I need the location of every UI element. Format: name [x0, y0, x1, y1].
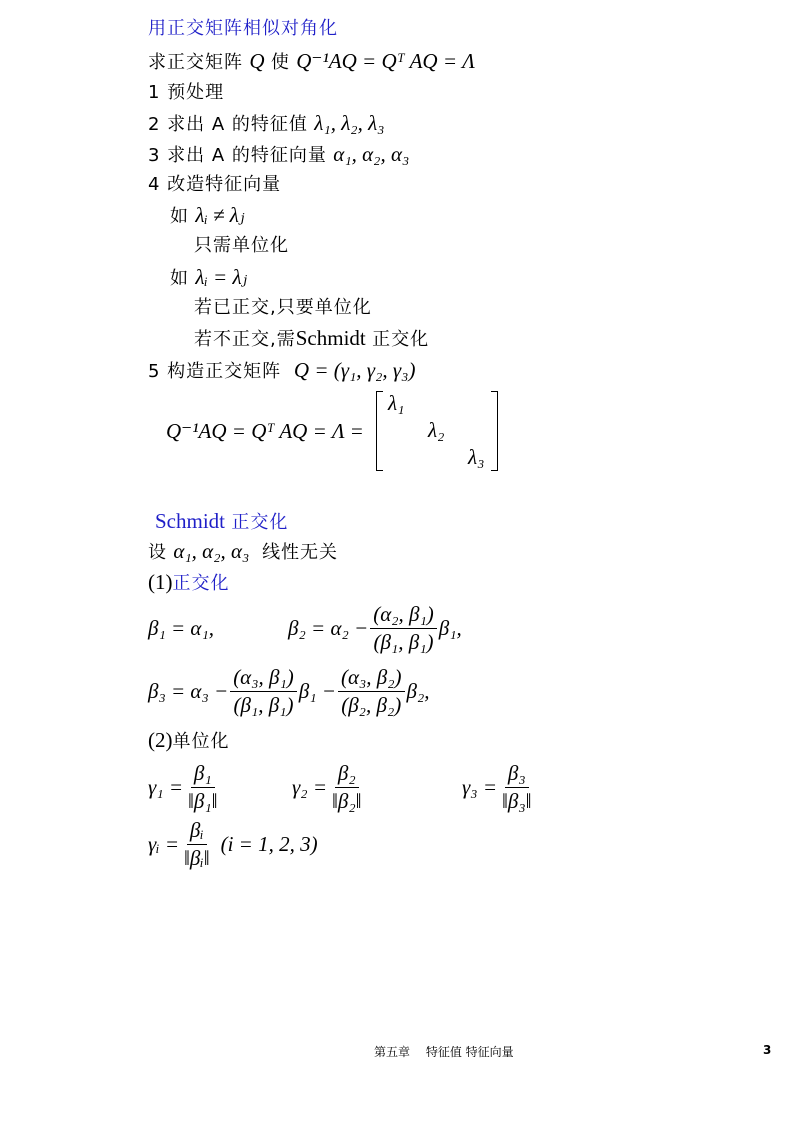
gamma-i-range: (i = 1, 2, 3) [220, 832, 318, 856]
part-2-label: 单位化 [172, 731, 230, 752]
goal-use: 使 [270, 52, 290, 73]
step-3-text: 3 求出 A 的特征向量 [148, 145, 327, 166]
goal-line [148, 48, 475, 76]
beta-3-fraction-1 [230, 665, 297, 718]
gamma-2-fraction [329, 761, 365, 814]
gamma-i-formula [148, 818, 318, 871]
beta-3-numerator-2: (α₃, β₂) [338, 665, 405, 692]
step-5-text: 5 构造正交矩阵 [148, 361, 282, 382]
case-2-do2c: 正交化 [372, 329, 430, 350]
step-3-eigenvectors: α₁, α₂, α₃ [333, 142, 410, 166]
case-1-if: 如 [170, 206, 189, 227]
gamma-1-fraction [185, 761, 221, 814]
beta-3-fraction-2 [338, 665, 405, 718]
beta-3-denominator-2: (β₂, β₂) [341, 693, 402, 717]
gamma-2-numerator: β₂ [335, 761, 359, 788]
gamma-3-numerator: β₃ [505, 761, 529, 788]
beta-3-denominator-1: (β₁, β₁) [233, 693, 294, 717]
step-5 [148, 357, 415, 385]
beta-2-fraction [370, 602, 437, 655]
goal-text: 求正交矩阵 [148, 52, 243, 73]
footer-page-number: 3 [763, 1043, 772, 1057]
step-4: 4 改造特征向量 [148, 174, 282, 195]
beta-3-numerator-1: (α₃, β₁) [230, 665, 297, 692]
gamma-1-numerator: β₁ [191, 761, 215, 788]
case-2-if: 如 [170, 268, 189, 289]
assumption-line [148, 538, 338, 566]
step-2-eigenvalues: λ₁, λ₂, λ₃ [314, 111, 385, 135]
assume-prefix: 设 [148, 542, 167, 563]
beta-2-denominator: (β₁, β₁) [373, 630, 434, 654]
schmidt-title-word: Schmidt [155, 509, 226, 533]
gamma-2-lhs: γ₂ = [292, 775, 327, 799]
matrix-left-bracket [376, 391, 383, 471]
case-2-schmidt-word: Schmidt [295, 326, 366, 350]
beta-3-tail: β₂, [406, 679, 430, 703]
case-2-do2a: 若不正交,需 [194, 329, 296, 350]
part-2-heading [148, 727, 230, 755]
beta-2-tail: β₁, [438, 616, 462, 640]
step-1: 1 预处理 [148, 82, 225, 103]
beta-3-mid: β₁ − [298, 679, 336, 703]
part-1-heading [148, 569, 230, 597]
schmidt-title-cjk: 正交化 [231, 512, 289, 533]
assume-vectors: α₁, α₂, α₃ [173, 539, 250, 563]
gamma-1-denominator: ‖β₁‖ [188, 789, 218, 813]
matrix-right-bracket [491, 391, 498, 471]
step-2 [148, 110, 385, 138]
diagonal-matrix [376, 391, 498, 471]
diag-entry-3: λ₃ [468, 445, 485, 469]
gamma-3-denominator: ‖β₃‖ [502, 789, 532, 813]
case-1-condition [170, 202, 244, 230]
beta-2-lhs: β₂ = α₂ − [288, 616, 369, 640]
footer-chapter: 第五章 特征值 特征向量 [374, 1045, 514, 1059]
case-1-action: 只需单位化 [194, 235, 289, 256]
beta-1-2-line [148, 602, 462, 655]
gamma-3-fraction [499, 761, 535, 814]
step-2-text: 2 求出 A 的特征值 [148, 114, 308, 135]
final-equation-lhs: Q⁻¹AQ = Qᵀ AQ = Λ = [166, 419, 364, 443]
case-2-cond: λᵢ = λⱼ [195, 265, 248, 289]
beta-3-line [148, 665, 430, 718]
part-1-label: 正交化 [172, 573, 230, 594]
goal-q: Q [249, 49, 265, 73]
gamma-i-lhs: γᵢ = [148, 832, 180, 856]
diag-entry-1: λ₁ [388, 391, 405, 415]
case-2-action-orthogonal: 若已正交,只要单位化 [194, 297, 372, 318]
step-3 [148, 141, 409, 169]
gamma-1-lhs: γ₁ = [148, 775, 183, 799]
part-2-number: (2) [148, 728, 173, 752]
gamma-2-denominator: ‖β₂‖ [332, 789, 362, 813]
part-1-number: (1) [148, 570, 173, 594]
beta-2-numerator: (α₂, β₁) [370, 602, 437, 629]
diag-entry-2: λ₂ [428, 418, 445, 442]
case-2-action-schmidt [194, 325, 429, 353]
case-2-condition [170, 264, 247, 292]
gamma-i-denominator: ‖βᵢ‖ [184, 846, 210, 870]
beta-3-lhs: β₃ = α₃ − [148, 679, 229, 703]
beta-1-formula: β₁ = α₁, [148, 616, 215, 640]
gamma-i-numerator: βᵢ [187, 818, 207, 845]
step-5-formula: Q = (γ₁, γ₂, γ₃) [293, 358, 416, 382]
gamma-3-lhs: γ₃ = [462, 775, 497, 799]
gamma-3-formula [462, 761, 537, 814]
case-1-cond: λᵢ ≠ λⱼ [195, 203, 245, 227]
section-title-schmidt [155, 508, 288, 536]
gamma-i-fraction [181, 818, 213, 871]
assume-suffix: 线性无关 [262, 542, 339, 563]
goal-formula: Q⁻¹AQ = Qᵀ AQ = Λ [296, 49, 475, 73]
gamma-1-formula [148, 761, 223, 814]
section-title-orthogonal-diagonalization: 用正交矩阵相似对角化 [148, 18, 338, 39]
gamma-2-formula [292, 761, 367, 814]
